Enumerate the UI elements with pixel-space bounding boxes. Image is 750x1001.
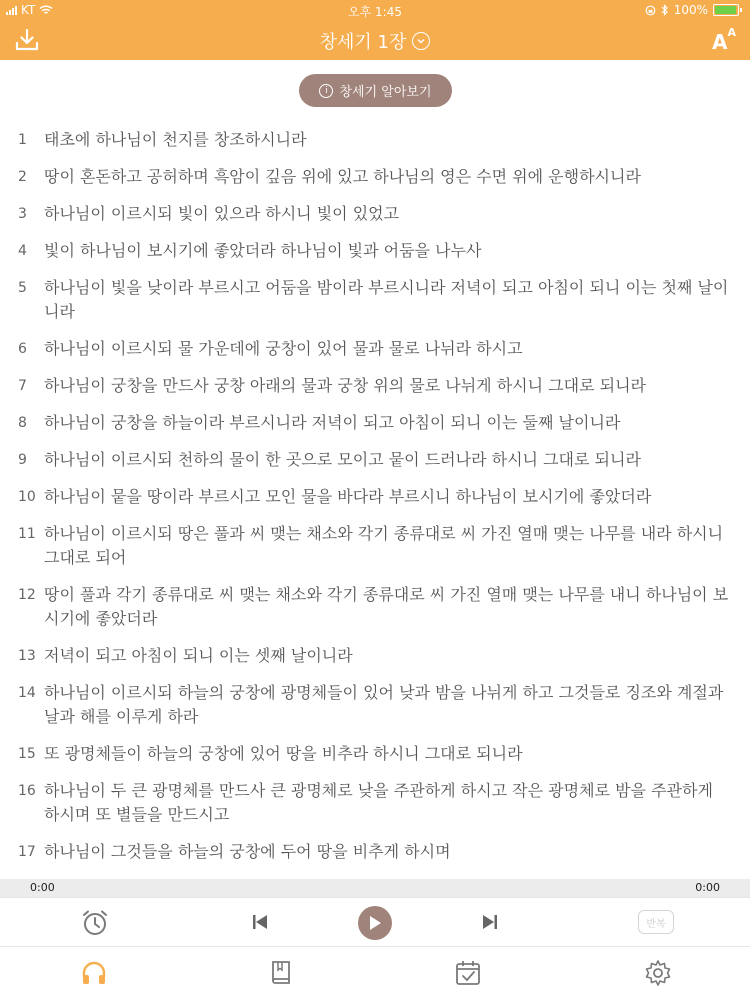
verse-text: 하나님이 이르시되 천하의 물이 한 곳으로 모이고 뭍이 드러나라 하시니 그대로 되니라 (44, 450, 641, 469)
verse-number: 10 (18, 489, 36, 505)
verse-text: 하나님이 이르시되 하늘의 궁창에 광명체들이 있어 낮과 밤을 나뉘게 하고 그것들로 징조와 계절과 날과 해를 이루게 하라 (44, 683, 724, 726)
verse-text: 저녁이 되고 아침이 되니 이는 셋째 날이니라 (44, 646, 353, 665)
verse-item[interactable] (18, 583, 732, 631)
verse-number: 8 (18, 415, 27, 431)
verse-number: 16 (18, 783, 36, 799)
verse-item[interactable] (18, 644, 732, 668)
rotation-lock-icon (645, 5, 656, 16)
total-time: 0:00 (695, 881, 720, 894)
next-track-icon[interactable] (482, 914, 498, 930)
verse-number: 15 (18, 746, 36, 762)
verse-text: 또 광명체들이 하늘의 궁창에 있어 땅을 비추라 하시니 그대로 되니라 (44, 744, 523, 763)
calendar-check-icon[interactable] (454, 959, 482, 987)
alarm-clock-icon[interactable] (80, 908, 110, 938)
repeat-button[interactable] (638, 910, 674, 934)
bluetooth-icon (661, 4, 669, 16)
verse-number: 6 (18, 341, 27, 357)
verse-text: 하나님이 그것들을 하늘의 궁창에 두어 땅을 비추게 하시며 (44, 842, 451, 861)
verse-text: 하나님이 빛을 낮이라 부르시고 어둠을 밤이라 부르시니라 저녁이 되고 아침이 되니 이는 첫째 날이니라 (44, 278, 729, 321)
playback-progress-bar[interactable] (0, 879, 750, 897)
verse-number: 14 (18, 685, 36, 701)
verse-number: 7 (18, 378, 27, 394)
info-icon: i (319, 84, 333, 98)
verse-text: 하나님이 이르시되 빛이 있으라 하시니 빛이 있었고 (44, 204, 400, 223)
verse-text: 하나님이 궁창을 하늘이라 부르시니라 저녁이 되고 아침이 되니 이는 둘째 날이니라 (44, 413, 621, 432)
repeat-label: 반복 (646, 918, 666, 930)
verse-number: 9 (18, 452, 27, 468)
verse-item[interactable] (18, 276, 732, 324)
book-intro-button[interactable] (299, 74, 452, 107)
verse-text: 땅이 풀과 각기 종류대로 씨 맺는 채소와 각기 종류대로 씨 가진 열매 맺는 나무를 내니 하나님이 보시기에 좋았더라 (44, 585, 729, 628)
verse-text: 땅이 혼돈하고 공허하며 흑암이 깊음 위에 있고 하나님의 영은 수면 위에 운행하시니라 (44, 167, 641, 186)
verse-item[interactable] (18, 202, 732, 226)
chevron-down-icon (412, 32, 430, 50)
gear-icon[interactable] (644, 959, 672, 987)
verse-item[interactable] (18, 165, 732, 189)
verse-number: 5 (18, 280, 27, 296)
verse-item[interactable] (18, 485, 732, 509)
play-button[interactable] (358, 906, 392, 940)
verse-item[interactable] (18, 374, 732, 398)
verse-item[interactable] (18, 742, 732, 766)
verse-item[interactable] (18, 779, 732, 827)
carrier-label: KT (21, 3, 36, 17)
verse-item[interactable] (18, 128, 732, 152)
top-bar (0, 0, 750, 60)
tab-bar (0, 946, 750, 1001)
verse-text: 하나님이 궁창을 만드사 궁창 아래의 물과 궁창 위의 물로 나뉘게 하시니 그대로 되니라 (44, 376, 646, 395)
verse-number: 12 (18, 587, 36, 603)
status-time: 오후 1:45 (348, 5, 402, 19)
verse-text: 하나님이 두 큰 광명체를 만드사 큰 광명체로 낮을 주관하게 하시고 작은 광명체로 밤을 주관하게 하시며 또 별들을 만드시고 (44, 781, 713, 824)
status-bar (0, 0, 750, 20)
verse-item[interactable] (18, 239, 732, 263)
verse-number: 1 (18, 132, 27, 148)
verse-item[interactable] (18, 681, 732, 729)
verse-number: 3 (18, 206, 27, 222)
verse-number: 2 (18, 169, 27, 185)
verse-item[interactable] (18, 840, 732, 864)
font-size-icon[interactable]: $A^A$ (712, 26, 736, 54)
verse-text: 빛이 하나님이 보시기에 좋았더라 하나님이 빛과 어둠을 나누사 (44, 241, 482, 260)
verse-number: 11 (18, 526, 36, 542)
chapter-selector[interactable] (0, 28, 750, 54)
battery-percent: 100% (673, 3, 708, 17)
verse-number: 4 (18, 243, 27, 259)
audio-controls (0, 897, 750, 946)
book-intro-label: 창세기 알아보기 (339, 85, 432, 100)
verse-item[interactable] (18, 337, 732, 361)
verse-number: 17 (18, 844, 36, 860)
verse-item[interactable] (18, 411, 732, 435)
verse-number: 13 (18, 648, 36, 664)
previous-track-icon[interactable] (252, 914, 268, 930)
verse-list (18, 128, 732, 877)
bible-book-icon[interactable] (268, 959, 294, 987)
verse-text: 하나님이 이르시되 물 가운데에 궁창이 있어 물과 물로 나뉘라 하시고 (44, 339, 523, 358)
verse-text: 하나님이 뭍을 땅이라 부르시고 모인 물을 바다라 부르시니 하나님이 보시기에 좋았더라 (44, 487, 652, 506)
verse-text: 하나님이 이르시되 땅은 풀과 씨 맺는 채소와 각기 종류대로 씨 가진 열매 맺는 나무를 내라 하시니 그대로 되어 (44, 524, 724, 567)
chapter-title: 창세기 1장 (319, 32, 407, 53)
current-time: 0:00 (30, 881, 55, 894)
verse-item[interactable] (18, 522, 732, 570)
play-icon (368, 915, 382, 931)
verse-text: 태초에 하나님이 천지를 창조하시니라 (44, 130, 307, 149)
verse-item[interactable] (18, 448, 732, 472)
headphones-icon[interactable] (80, 959, 108, 987)
battery-icon (713, 4, 739, 16)
